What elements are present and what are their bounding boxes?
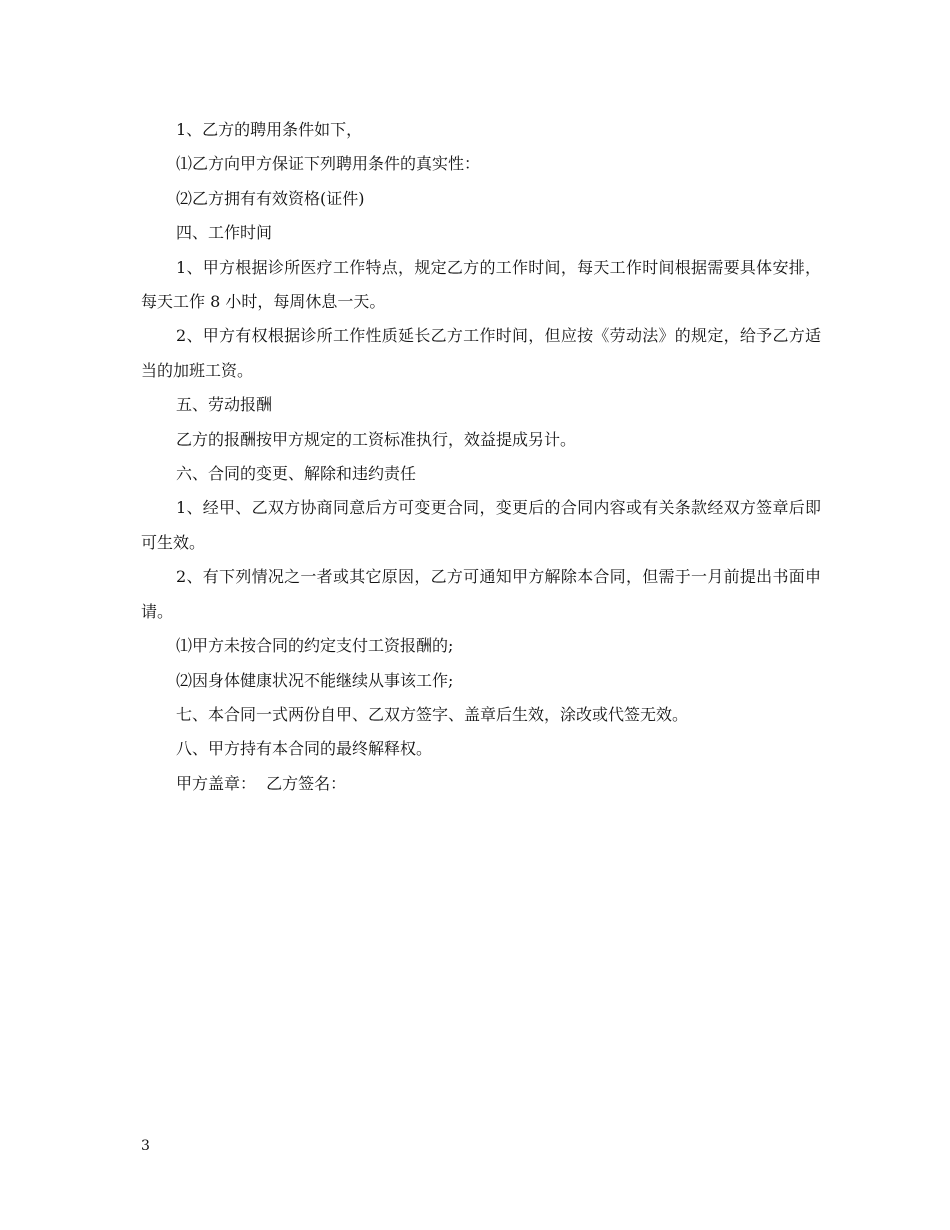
clause-item-qualification: ⑵乙方拥有有效资格(证件) [176, 188, 365, 208]
section-heading-contract-changes: 六、合同的变更、解除和违约责任 [176, 464, 417, 484]
clause-item-truthfulness: ⑴乙方向甲方保证下列聘用条件的真实性： [176, 154, 481, 174]
section-heading-remuneration: 五、劳动报酬 [176, 395, 273, 415]
document-body [141, 113, 821, 801]
section-copies-validity: 七、本合同一式两份自甲、乙双方签字、盖章后生效，涂改或代签无效。 [176, 704, 689, 724]
section-interpretation-right: 八、甲方持有本合同的最终解释权。 [176, 739, 433, 759]
clause-item-unpaid-wages: ⑴甲方未按合同的约定支付工资报酬的; [176, 636, 454, 656]
clause-contract-change-1: 1、经甲、乙双方协商同意后方可变更合同，变更后的合同内容或有关条款经双方签章后即可生效。 [141, 498, 821, 552]
clause-working-hours-2: 2、甲方有权根据诊所工作性质延长乙方工作时间，但应按《劳动法》的规定，给予乙方适当的加班工资。 [141, 326, 821, 380]
clause-item-health: ⑵因身体健康状况不能继续从事该工作; [176, 670, 454, 690]
section-heading-working-hours: 四、工作时间 [176, 223, 273, 243]
clause-contract-change-2: 2、有下列情况之一者或其它原因，乙方可通知甲方解除本合同，但需于一月前提出书面申请。 [141, 567, 821, 621]
signature-line: 甲方盖章： 乙方签名： [176, 773, 347, 793]
clause-hiring-conditions: 1、乙方的聘用条件如下， [176, 120, 363, 139]
clause-remuneration: 乙方的报酬按甲方规定的工资标准执行，效益提成另计。 [176, 429, 577, 449]
page-number: 3 [141, 1138, 150, 1154]
clause-working-hours-1: 1、甲方根据诊所医疗工作特点，规定乙方的工作时间，每天工作时间根据需要具体安排，每天工作 8 小时，每周休息一天。 [141, 257, 821, 312]
